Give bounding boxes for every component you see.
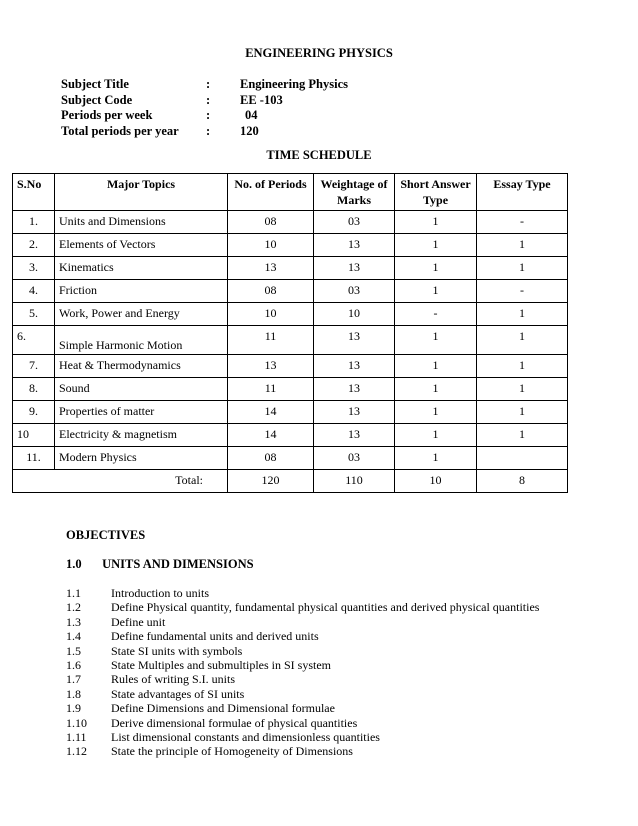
list-item bbox=[66, 586, 539, 600]
cell-essay: - bbox=[477, 280, 568, 303]
cell-sno: 11. bbox=[13, 447, 55, 470]
header-sno: S.No bbox=[13, 174, 55, 211]
item-number: 1.11 bbox=[66, 729, 87, 744]
item-text: State the principle of Homogeneity of Dimensions bbox=[111, 744, 353, 759]
document-title: ENGINEERING PHYSICS bbox=[245, 46, 393, 60]
cell-essay: 1 bbox=[477, 303, 568, 326]
cell-topic: Heat & Thermodynamics bbox=[55, 355, 228, 378]
table-row bbox=[13, 211, 568, 234]
cell-marks: 03 bbox=[314, 447, 395, 470]
item-number: 1.3 bbox=[66, 614, 81, 629]
item-number: 1.8 bbox=[66, 686, 81, 701]
cell-marks: 13 bbox=[314, 257, 395, 280]
cell-short: 1 bbox=[395, 326, 477, 355]
table-row bbox=[13, 424, 568, 447]
cell-sno: 3. bbox=[13, 257, 55, 280]
cell-short: 1 bbox=[395, 355, 477, 378]
cell-marks: 13 bbox=[314, 401, 395, 424]
schedule-title bbox=[0, 148, 638, 163]
cell-periods: 13 bbox=[228, 355, 314, 378]
cell-topic: Work, Power and Energy bbox=[55, 303, 228, 326]
cell-short: 1 bbox=[395, 447, 477, 470]
item-text: List dimensional constants and dimensionless quantities bbox=[111, 729, 380, 744]
info-row-periods-per-week bbox=[61, 108, 365, 124]
cell-sno: 6. bbox=[13, 326, 55, 355]
cell-sno: 1. bbox=[13, 211, 55, 234]
total-essay: 8 bbox=[477, 470, 568, 493]
cell-periods: 08 bbox=[228, 211, 314, 234]
info-colon: : bbox=[206, 123, 211, 138]
cell-marks: 10 bbox=[314, 303, 395, 326]
cell-topic-text: Simple Harmonic Motion bbox=[59, 338, 183, 352]
total-periods: 120 bbox=[228, 470, 314, 493]
list-item bbox=[66, 615, 539, 629]
cell-sno: 8. bbox=[13, 378, 55, 401]
list-item bbox=[66, 701, 539, 715]
cell-topic: Friction bbox=[55, 280, 228, 303]
cell-periods: 14 bbox=[228, 401, 314, 424]
item-number: 1.1 bbox=[66, 586, 81, 600]
info-row-total-periods bbox=[61, 124, 365, 140]
table-row bbox=[13, 280, 568, 303]
cell-short: 1 bbox=[395, 401, 477, 424]
cell-essay: 1 bbox=[477, 355, 568, 378]
table-total-row bbox=[13, 470, 568, 493]
item-number: 1.7 bbox=[66, 672, 81, 687]
info-value: 04 bbox=[245, 108, 258, 123]
cell-topic: Elements of Vectors bbox=[55, 234, 228, 257]
cell-periods: 14 bbox=[228, 424, 314, 447]
cell-periods: 10 bbox=[228, 303, 314, 326]
table-row bbox=[13, 378, 568, 401]
schedule-title-text: TIME SCHEDULE bbox=[266, 148, 372, 162]
cell-short: 1 bbox=[395, 378, 477, 401]
cell-marks: 03 bbox=[314, 211, 395, 234]
item-text: Rules of writing S.I. units bbox=[111, 672, 236, 687]
item-text: Define fundamental units and derived units bbox=[111, 629, 319, 644]
header-no-of-periods: No. of Periods bbox=[228, 174, 314, 211]
cell-periods: 08 bbox=[228, 447, 314, 470]
info-colon: : bbox=[206, 77, 211, 91]
list-item bbox=[66, 658, 539, 672]
header-essay-type: Essay Type bbox=[477, 174, 568, 211]
total-short: 10 bbox=[395, 470, 477, 493]
list-item bbox=[66, 629, 539, 643]
cell-periods: 11 bbox=[228, 378, 314, 401]
cell-essay: 1 bbox=[477, 326, 568, 355]
info-row-subject-code bbox=[61, 93, 365, 109]
cell-topic: Modern Physics bbox=[55, 447, 228, 470]
table-header-row bbox=[13, 174, 568, 211]
cell-marks: 13 bbox=[314, 378, 395, 401]
item-text: State advantages of SI units bbox=[111, 686, 245, 701]
info-colon: : bbox=[206, 108, 211, 123]
cell-marks: 13 bbox=[314, 355, 395, 378]
section-title: UNITS AND DIMENSIONS bbox=[102, 557, 254, 571]
item-number: 1.2 bbox=[66, 600, 81, 615]
info-value: EE -103 bbox=[240, 92, 283, 107]
cell-sno: 10 bbox=[13, 424, 55, 447]
objectives-heading: OBJECTIVES bbox=[66, 528, 146, 542]
cell-topic bbox=[55, 326, 228, 355]
table-row bbox=[13, 355, 568, 378]
item-text: State Multiples and submultiples in SI system bbox=[111, 657, 331, 672]
cell-essay: 1 bbox=[477, 424, 568, 447]
cell-sno: 7. bbox=[13, 355, 55, 378]
cell-essay bbox=[477, 447, 568, 470]
time-schedule-table bbox=[12, 173, 568, 493]
table-row bbox=[13, 326, 568, 355]
cell-essay: - bbox=[477, 211, 568, 234]
objectives-list bbox=[66, 586, 539, 759]
item-number: 1.10 bbox=[66, 715, 87, 730]
cell-short: 1 bbox=[395, 424, 477, 447]
total-label: Total: bbox=[13, 470, 228, 493]
info-row-subject-title bbox=[61, 77, 365, 93]
total-marks: 110 bbox=[314, 470, 395, 493]
section-heading bbox=[66, 557, 254, 572]
cell-sno: 5. bbox=[13, 303, 55, 326]
cell-short: 1 bbox=[395, 280, 477, 303]
table-row bbox=[13, 401, 568, 424]
header-weightage: Weightage of Marks bbox=[314, 174, 395, 211]
cell-marks: 13 bbox=[314, 234, 395, 257]
item-number: 1.5 bbox=[66, 643, 81, 658]
item-number: 1.4 bbox=[66, 629, 81, 644]
item-text: Define unit bbox=[111, 614, 166, 629]
item-number: 1.9 bbox=[66, 701, 81, 716]
item-text: Derive dimensional formulae of physical quantities bbox=[111, 715, 358, 730]
cell-marks: 13 bbox=[314, 424, 395, 447]
list-item bbox=[66, 716, 539, 730]
cell-sno: 9. bbox=[13, 401, 55, 424]
info-label: Periods per week bbox=[61, 108, 153, 123]
cell-topic: Kinematics bbox=[55, 257, 228, 280]
list-item bbox=[66, 644, 539, 658]
info-value: 120 bbox=[240, 123, 259, 138]
cell-periods: 08 bbox=[228, 280, 314, 303]
cell-essay: 1 bbox=[477, 378, 568, 401]
cell-short: 1 bbox=[395, 234, 477, 257]
table-row bbox=[13, 234, 568, 257]
section-number: 1.0 bbox=[66, 557, 82, 571]
cell-essay: 1 bbox=[477, 257, 568, 280]
item-text: Define Physical quantity, fundamental physical quantities and derived physical quantities bbox=[111, 600, 540, 615]
cell-short: 1 bbox=[395, 257, 477, 280]
cell-essay: 1 bbox=[477, 234, 568, 257]
cell-periods: 10 bbox=[228, 234, 314, 257]
cell-marks: 13 bbox=[314, 326, 395, 355]
item-text: Introduction to units bbox=[111, 586, 209, 600]
item-number: 1.12 bbox=[66, 744, 87, 759]
header-major-topics: Major Topics bbox=[55, 174, 228, 211]
list-item bbox=[66, 744, 539, 758]
cell-periods: 11 bbox=[228, 326, 314, 355]
info-colon: : bbox=[206, 92, 211, 107]
cell-topic: Sound bbox=[55, 378, 228, 401]
item-number: 1.6 bbox=[66, 657, 81, 672]
list-item bbox=[66, 672, 539, 686]
table-row bbox=[13, 447, 568, 470]
cell-sno: 4. bbox=[13, 280, 55, 303]
item-text: State SI units with symbols bbox=[111, 643, 243, 658]
info-value: Engineering Physics bbox=[240, 77, 348, 91]
cell-sno: 2. bbox=[13, 234, 55, 257]
cell-short: 1 bbox=[395, 211, 477, 234]
cell-topic: Electricity & magnetism bbox=[55, 424, 228, 447]
cell-topic: Properties of matter bbox=[55, 401, 228, 424]
list-item bbox=[66, 600, 539, 614]
cell-marks: 03 bbox=[314, 280, 395, 303]
cell-short: - bbox=[395, 303, 477, 326]
subject-info bbox=[61, 77, 365, 139]
cell-periods: 13 bbox=[228, 257, 314, 280]
info-label: Total periods per year bbox=[61, 123, 179, 138]
table-row bbox=[13, 303, 568, 326]
cell-topic: Units and Dimensions bbox=[55, 211, 228, 234]
list-item bbox=[66, 730, 539, 744]
table-row bbox=[13, 257, 568, 280]
header-short-answer: Short Answer Type bbox=[395, 174, 477, 211]
item-text: Define Dimensions and Dimensional formulae bbox=[111, 701, 335, 716]
info-label: Subject Title bbox=[61, 77, 129, 91]
list-item bbox=[66, 687, 539, 701]
info-label: Subject Code bbox=[61, 92, 133, 107]
cell-essay: 1 bbox=[477, 401, 568, 424]
